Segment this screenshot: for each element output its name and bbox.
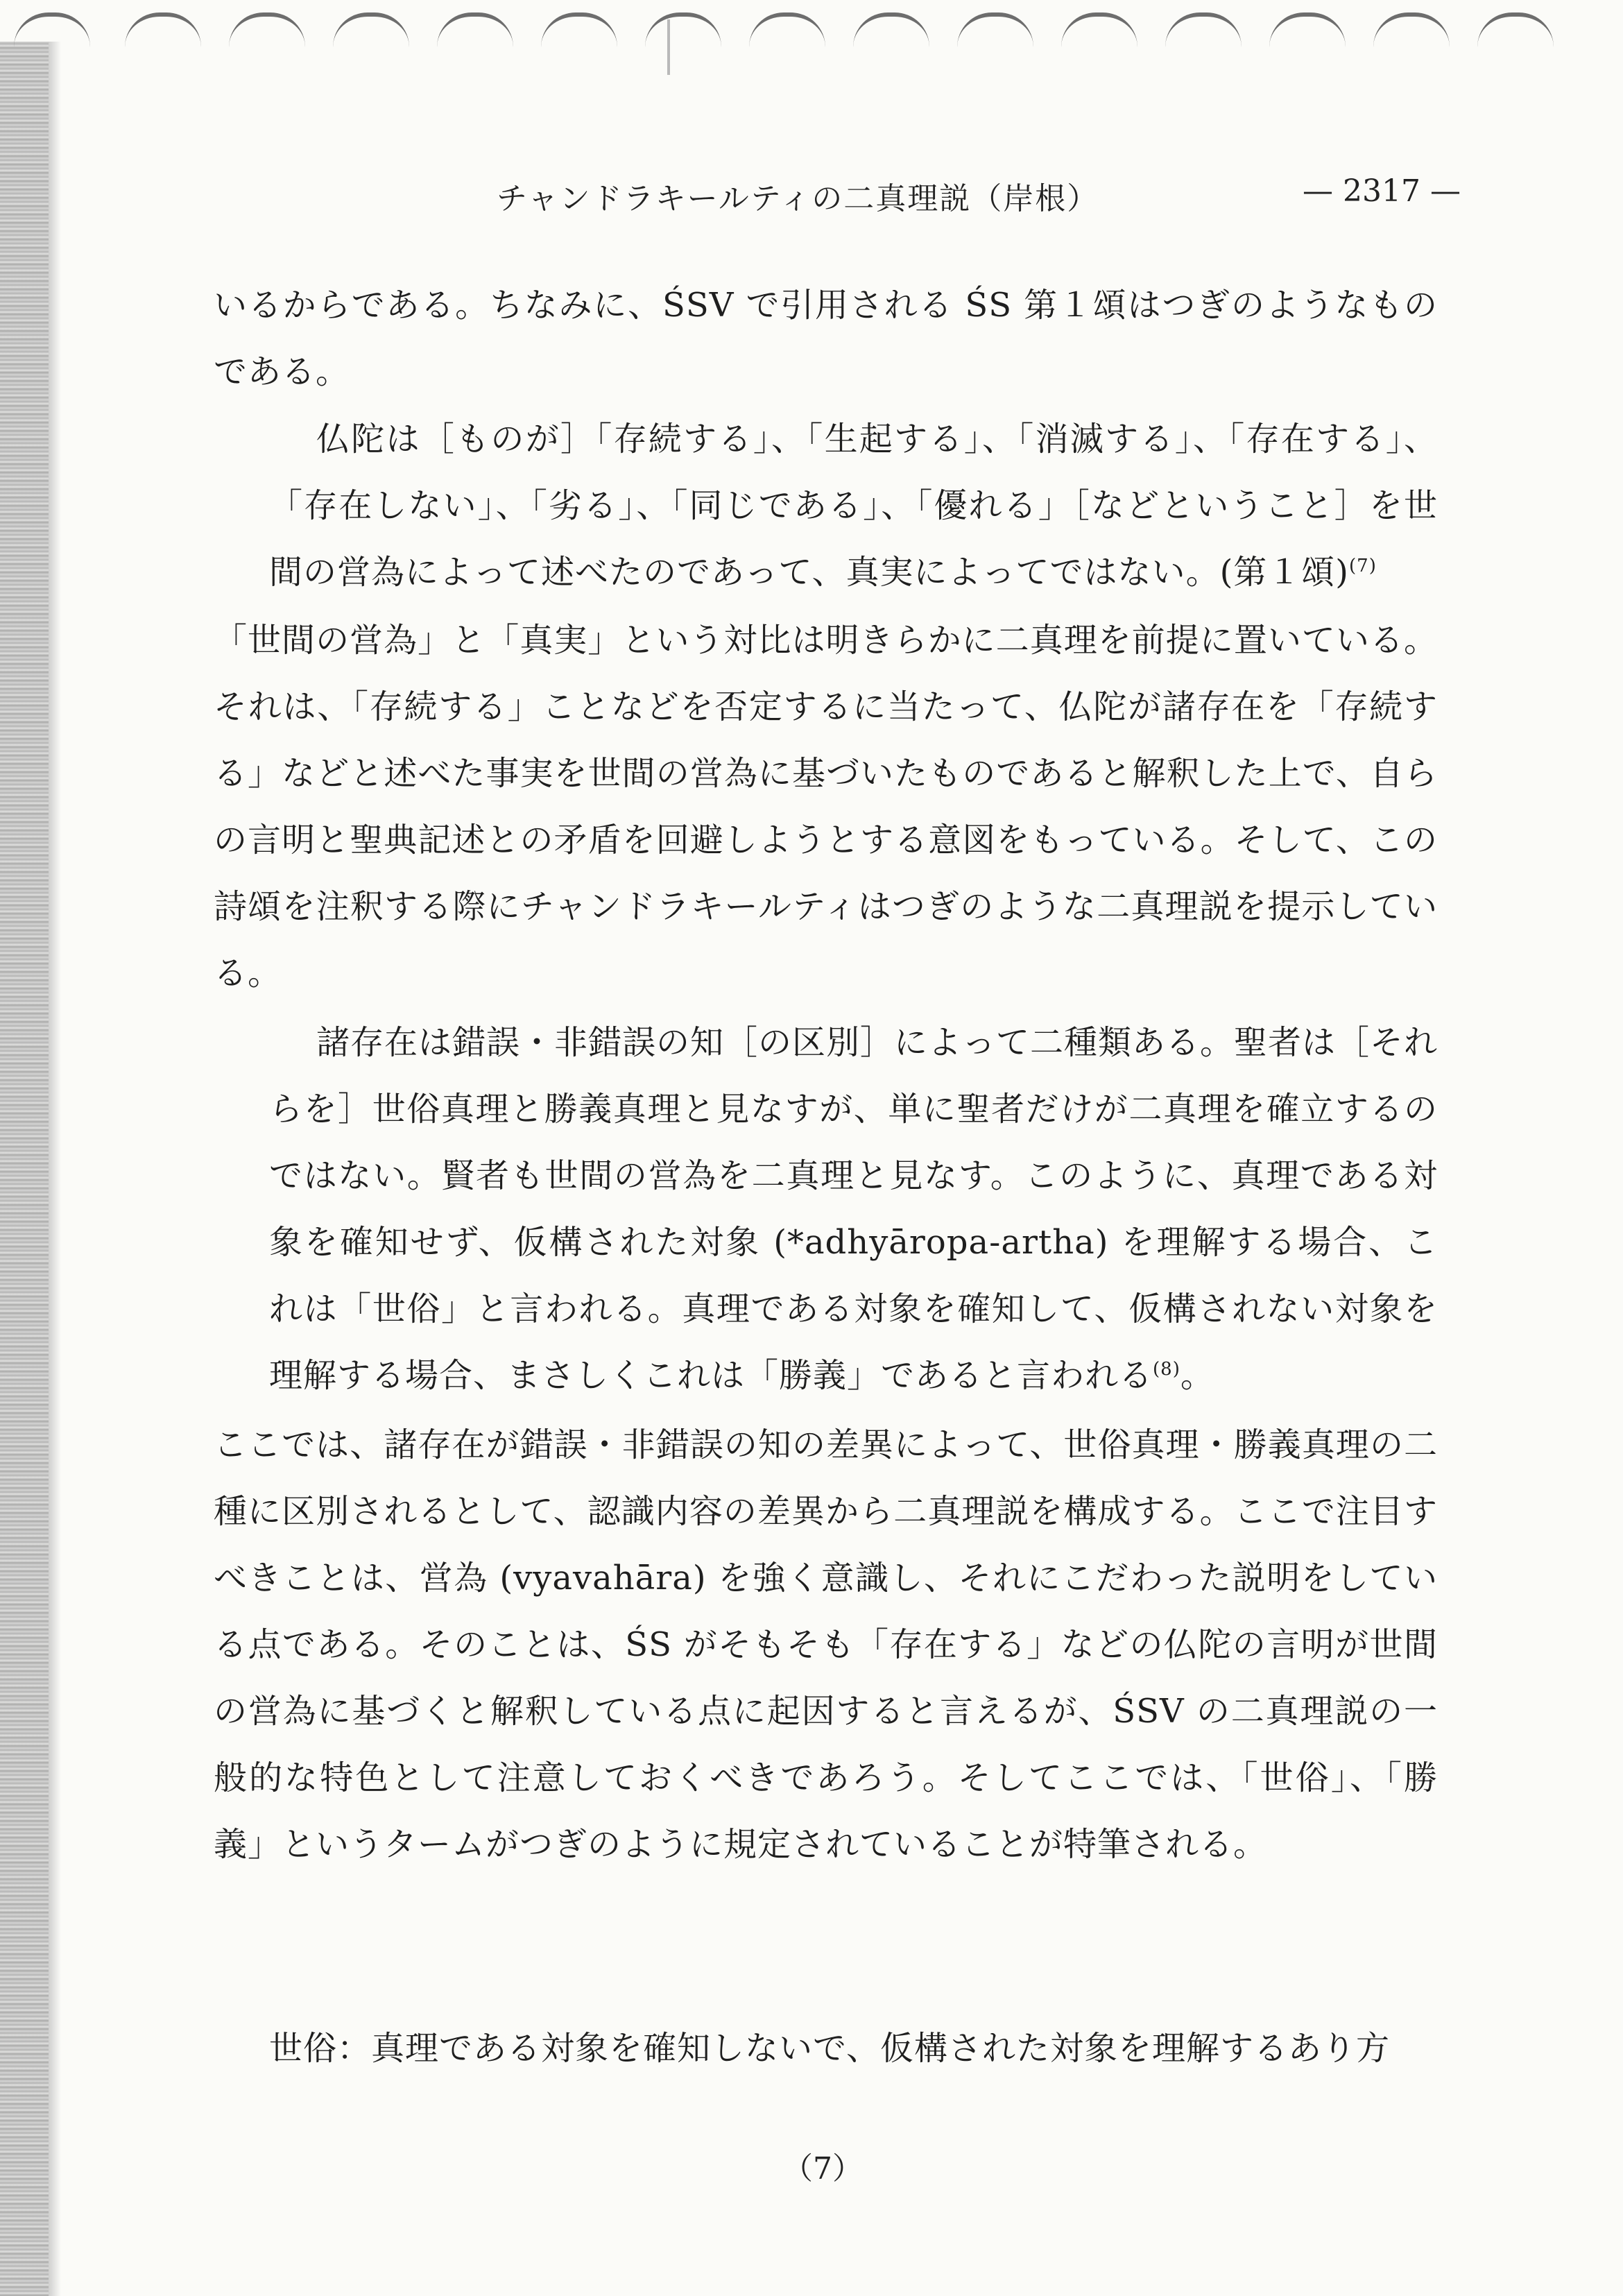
paragraph-1-text: いるからである。ちなみに、ŚSV で引用される ŚS 第１頌はつぎのようなものである。 [214, 286, 1438, 391]
quotation-2 [269, 1009, 1438, 1409]
quotation-2-end: 。 [1180, 1356, 1214, 1395]
binding-ring-8 [749, 12, 825, 47]
binding-ring-10 [957, 12, 1033, 47]
running-title: チャンドラキールティの二真理説（岸根） [497, 181, 1099, 216]
quotation-1-text [269, 406, 1438, 606]
quotation-1-body: 仏陀は［ものが］「存続する」、「生起する」、「消滅する」、「存在する」、「存在しない」、「劣る」、「同じである」、「優れる」［などということ］を世間の営為によって述べたのであって、真実によってではない。(第１頌) [269, 420, 1438, 592]
quotation-1 [269, 406, 1438, 606]
binding-ring-12 [1165, 12, 1242, 47]
binding-ring-1 [14, 12, 90, 47]
binding-ring-5 [437, 12, 513, 47]
footnote-ref-7: (7) [1349, 556, 1377, 576]
paragraph-1 [214, 272, 1438, 405]
binding-ring-3 [229, 12, 305, 47]
quotation-2-text [269, 1009, 1438, 1409]
quotation-2-body: 諸存在は錯誤・非錯誤の知［の区別］によって二種類ある。聖者は［それらを］世俗真理と勝義真理と見なすが、単に聖者だけが二真理を確立するのではない。賢者も世間の営為を二真理と見なす。このように、真理である対象を確知せず、仮構された対象 (*adhyāropa-artha) を理解する場合、これは「世俗」と言われる。真理である対象を確知して、仮構されない対象を理解する場合、まさしくこれは「勝義」であると言われる [269, 1023, 1439, 1395]
paragraph-3-text: ここでは、諸存在が錯誤・非錯誤の知の差異によって、世俗真理・勝義真理の二種に区別されるとして、認識内容の差異から二真理説を構成する。ここで注目すべきことは、営為 (vyavahāra) を強く意識し、それにこだわった説明をしている点である。そのことは、ŚS がそもそも「存在する」などの仏陀の言明が世間の営為に基づくと解釈している点に起因すると言えるが、ŚSV の二真理説の一般的な特色として注意しておくべきであろう。そしてここでは、「世俗」、「勝義」というタームがつぎのように規定されていることが特筆される。 [214, 1425, 1438, 1864]
paragraph-4-text: 世俗：真理である対象を確知しないで、仮構された対象を理解するあり方 [269, 2029, 1391, 2068]
page-number-bottom: （7） [782, 2151, 863, 2186]
binding-ring-13 [1269, 12, 1346, 47]
scan-binding-shadow [49, 42, 61, 2296]
punch-mark [667, 19, 670, 75]
page-number-top: — 2317 — [1303, 173, 1461, 209]
binding-ring-9 [853, 12, 929, 47]
footnote-ref-8: (8) [1153, 1359, 1180, 1380]
binding-ring-11 [1061, 12, 1137, 47]
binding-ring-2 [125, 12, 201, 47]
binding-ring-6 [541, 12, 617, 47]
paragraph-3 [214, 1412, 1438, 1878]
paragraph-2 [214, 607, 1438, 1006]
scan-binding-edge [0, 42, 49, 2296]
binding-ring-14 [1373, 12, 1450, 47]
binding-ring-15 [1477, 12, 1554, 47]
binding-ring-4 [333, 12, 409, 47]
binding-ring-7 [645, 12, 721, 47]
paragraph-2-text: 「世間の営為」と「真実」という対比は明きらかに二真理を前提に置いている。それは、「存続する」ことなどを否定するに当たって、仏陀が諸存在を「存続する」などと述べた事実を世間の営為に基づいたものであると解釈した上で、自らの言明と聖典記述との矛盾を回避しようとする意図をもっている。そして、この詩頌を注釈する際にチャンドラキールティはつぎのような二真理説を提示している。 [214, 621, 1438, 993]
paragraph-4 [214, 2015, 1438, 2082]
